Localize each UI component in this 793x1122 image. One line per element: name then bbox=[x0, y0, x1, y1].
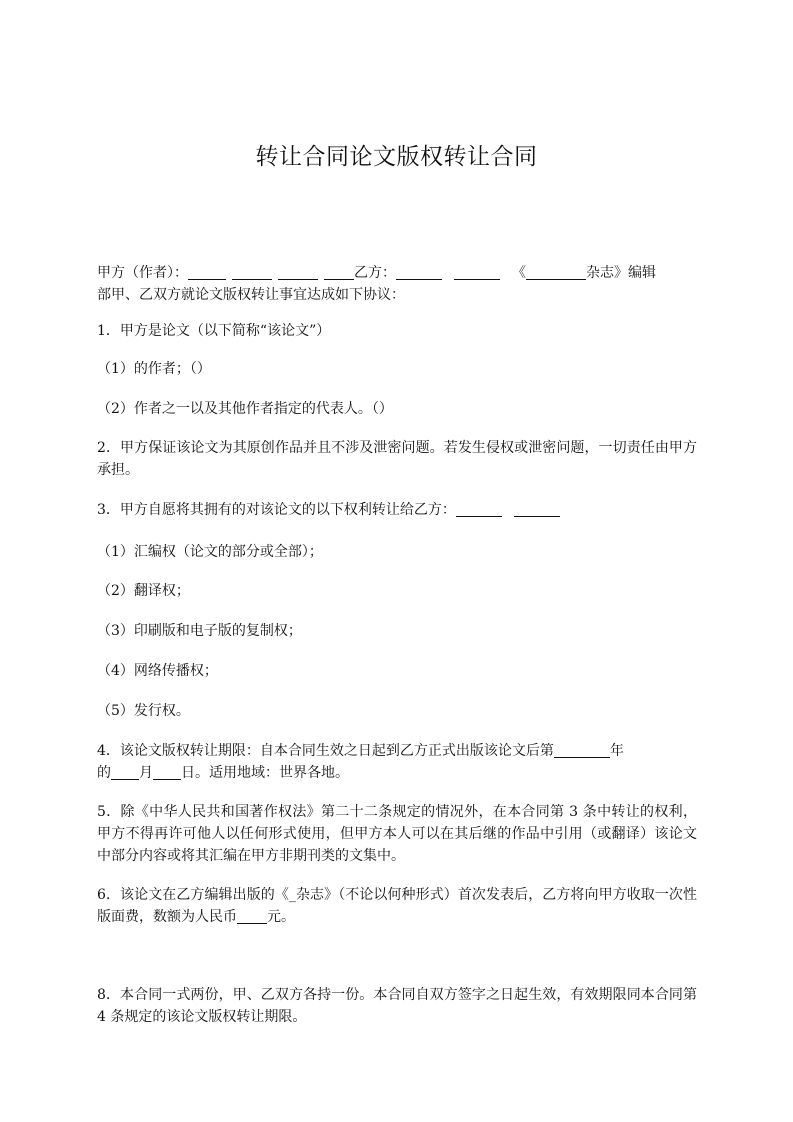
journal-open: 《 bbox=[512, 265, 526, 281]
clause-1-item-1: （1）的作者；（） bbox=[97, 361, 211, 377]
journal-close: 杂志》编辑 bbox=[586, 265, 656, 281]
party-a-blank-2[interactable] bbox=[232, 265, 272, 280]
clause-3-item-1: （1）汇编权（论文的部分或全部）； bbox=[97, 544, 323, 560]
clause-4-part-5: 日。适用地域：世界各地。 bbox=[181, 765, 349, 781]
party-a-blank-4[interactable] bbox=[324, 265, 354, 280]
clause-3-item-2: （2）翻译权； bbox=[97, 583, 190, 599]
clause-6-part-1: 6．该论文在乙方编辑出版的《_杂志》（不论以何种形式）首次发表后，乙方将向甲方收取一次性版面费，数额为人民币 bbox=[97, 887, 697, 925]
clause-3-item-3: （3）印刷版和电子版的复制权； bbox=[97, 623, 302, 639]
clause-6-fee-blank[interactable] bbox=[237, 909, 267, 924]
clause-4-part-3: 的 bbox=[97, 765, 111, 781]
clause-1: 1．甲方是论文（以下简称“该论文”） bbox=[97, 323, 331, 339]
party-b-blank-1[interactable] bbox=[396, 265, 442, 280]
clause-6-part-2: 元。 bbox=[267, 909, 295, 925]
clause-3-blank-1[interactable] bbox=[456, 502, 502, 517]
clause-6 bbox=[97, 884, 697, 928]
party-b-label: 乙方： bbox=[354, 265, 396, 281]
clause-4-day-blank[interactable] bbox=[153, 765, 181, 780]
clause-8: 8．本合同一式两份，甲、乙双方各持一份。本合同自双方签字之日起生效，有效期限同本合同第 4 条规定的该论文版权转让期限。 bbox=[97, 987, 697, 1025]
clause-4-part-4: 月 bbox=[139, 765, 153, 781]
clause-4-month-blank[interactable] bbox=[111, 765, 139, 780]
clause-4-years-blank[interactable] bbox=[554, 743, 610, 758]
journal-name-blank[interactable] bbox=[526, 265, 586, 280]
party-a-label: 甲方（作者）： bbox=[97, 265, 188, 281]
clause-3 bbox=[97, 499, 697, 521]
party-a-blank-1[interactable] bbox=[188, 265, 226, 280]
clause-3-blank-2[interactable] bbox=[514, 502, 560, 517]
document-title: 转让合同论文版权转让合同 bbox=[255, 144, 538, 170]
clause-2: 2．甲方保证该论文为其原创作品并且不涉及泄密问题。若发生侵权或泄密问题，一切责任由甲方承担。 bbox=[97, 440, 697, 478]
clause-3-item-5: （5）发行权。 bbox=[97, 703, 190, 719]
clause-4-part-2: 年 bbox=[609, 743, 624, 759]
clause-4-part-1: 4．该论文版权转让期限：自本合同生效之日起到乙方正式出版该论文后第 bbox=[97, 743, 554, 759]
party-b-blank-2[interactable] bbox=[454, 265, 500, 280]
clause-4 bbox=[97, 740, 697, 784]
clause-3-text: 3．甲方自愿将其拥有的对该论文的以下权利转让给乙方： bbox=[97, 502, 456, 518]
party-line bbox=[97, 262, 697, 306]
clause-3-item-4: （4）网络传播权； bbox=[97, 663, 218, 679]
party-a-blank-3[interactable] bbox=[278, 265, 318, 280]
clause-1-item-2: （2）作者之一以及其他作者指定的代表人。（） bbox=[97, 401, 393, 417]
party-line-continuation: 部甲、乙双方就论文版权转让事宜达成如下协议： bbox=[97, 287, 405, 303]
clause-5: 5．除《中华人民共和国著作权法》第二十二条规定的情况外，在本合同第 3 条中转让的权利，甲方不得再许可他人以任何形式使用，但甲方本人可以在其后继的作品中引用（或翻译）该论文中部分内容或将其汇编在甲方非期刊类的文集中。 bbox=[97, 804, 697, 864]
